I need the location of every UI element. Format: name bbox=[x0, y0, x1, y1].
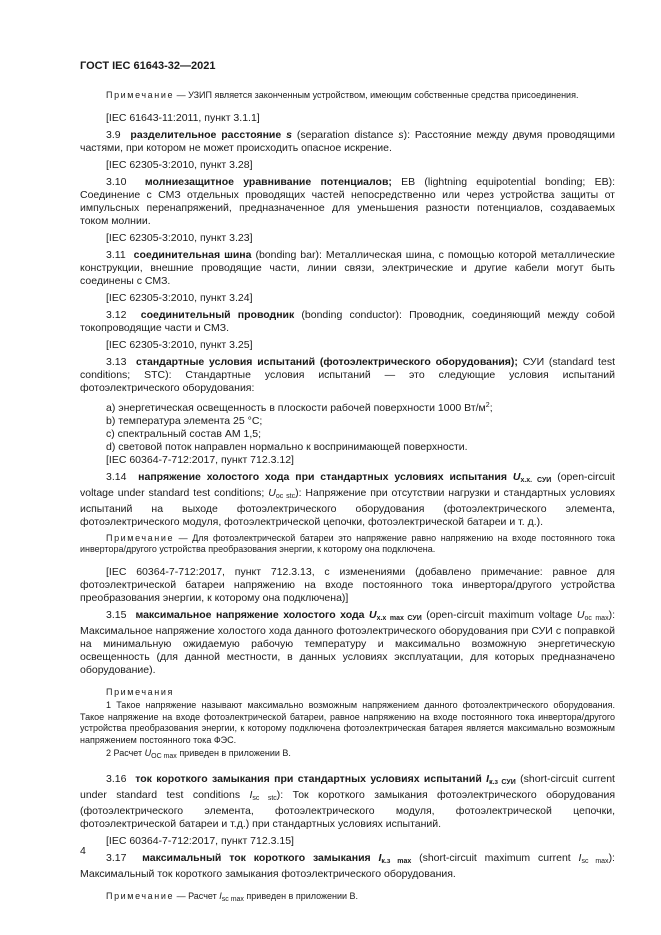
term-text-2: ): Напряжение при отсутствии нагрузки и стандартных условиях испытаний на выходе фотоэлектрического оборудования (фотоэлектрического элемента, фотоэлектрического модуля, фотоэлектрической цепочки, фотоэлектрической батареи и т. д.). bbox=[80, 486, 615, 528]
term-symbol-subscript: к.з max bbox=[381, 857, 412, 865]
term-number: 3.9 bbox=[106, 128, 121, 141]
term-text: (bonding conductor): Проводник, соединяющий между собой токопроводящие части и СМЗ. bbox=[80, 308, 615, 334]
document-header: ГОСТ IEC 61643-32—2021 bbox=[80, 60, 216, 72]
term-text: (open-circuit maximum voltage bbox=[421, 608, 577, 621]
term-text: (short-circuit maximum current bbox=[411, 851, 579, 864]
term-text-2: ): Ток короткого замыкания фотоэлектрического оборудования (фотоэлектрического элемента, фотоэлектрического модуля, фотоэлектрической цепочки, фотоэлектрической батареи и т.д.) при стандартных условиях испытаний. bbox=[80, 788, 616, 830]
term-name: максимальный ток короткого замыкания bbox=[142, 851, 371, 864]
term-3-12 bbox=[80, 309, 615, 335]
term-3-15 bbox=[80, 609, 615, 677]
term-symbol-subscript: х.х max СУИ bbox=[376, 614, 422, 622]
term-name: разделительное расстояние bbox=[130, 128, 282, 141]
note-block: Примечание — Расчет $I_{sc max}$ приведен в приложении В. bbox=[106, 890, 359, 903]
term-symbol-2-subscript: sc max bbox=[581, 857, 609, 865]
note-label: Примечание bbox=[106, 890, 175, 901]
term-number: 3.15 bbox=[106, 608, 127, 621]
term-text: (short-circuit current under standard test conditions bbox=[80, 772, 615, 801]
term-name: напряжение холостого хода при стандартных условиях испытания bbox=[138, 470, 507, 483]
term-number: 3.11 bbox=[106, 248, 126, 261]
term-name: стандартные условия испытаний (фотоэлектрического оборудования); bbox=[136, 355, 518, 368]
term-symbol-2: I bbox=[578, 851, 582, 864]
term-3-14 bbox=[80, 471, 615, 529]
term-name: соединительный проводник bbox=[140, 308, 295, 321]
term-number: 3.12 bbox=[106, 308, 127, 321]
term-symbol-2: U bbox=[268, 486, 276, 499]
term-text: (open-circuit voltage under standard test conditions; bbox=[80, 470, 615, 499]
term-3-16 bbox=[80, 773, 615, 831]
reference: [IEC 60364-7-712:2017, пункт 712.3.12] bbox=[106, 453, 294, 466]
reference: [IEC 62305-3:2010, пункт 3.23] bbox=[106, 231, 253, 244]
term-number: 3.16 bbox=[106, 772, 127, 785]
term-text: (bonding bar): Металлическая шина, с помощью которой металлические конструкции, внешние проводящие части, линии связи, электрические и другие кабели могут быть соединены с СМЗ. bbox=[80, 248, 615, 287]
note-item-1: 1 Такое напряжение называют максимально возможным напряжением данного фотоэлектрического оборудования. Такое напряжение на входе фотоэлектрической батареи, равное напряжению на входе постоянного тока инвертора/другого устройства преобразования энергии, к которому подключена фотоэлектрическая батарея является максимально возможным напряжением постоянного тока ФЭС. bbox=[80, 700, 615, 745]
term-number: 3.17 bbox=[106, 851, 127, 864]
term-symbol-subscript: х.х. СУИ bbox=[520, 476, 552, 484]
list-item: b) температура элемента 25 °С; bbox=[106, 414, 263, 427]
term-symbol-2-subscript: sc stc bbox=[252, 794, 277, 802]
term-text: (separation distance bbox=[291, 128, 399, 141]
term-symbol: I bbox=[486, 772, 490, 785]
term-name: соединительная шина bbox=[133, 248, 252, 261]
note-text: — Для фотоэлектрической батареи это напряжение равно напряжению на входе постоянного тока инвертора/другого устройства преобразования энергии, к которому она подключена. bbox=[80, 532, 615, 554]
reference: [IEC 62305-3:2010, пункт 3.25] bbox=[106, 338, 253, 351]
term-text-2: ): Максимальный ток короткого замыкания фотоэлектрического оборудования. bbox=[80, 851, 615, 880]
note-block bbox=[80, 533, 615, 556]
list-item: с) спектральный состав АМ 1,5; bbox=[106, 427, 262, 440]
term-symbol: I bbox=[378, 851, 382, 864]
term-symbol: U bbox=[512, 470, 521, 483]
list-item: d) световой поток направлен нормально к воспринимающей поверхности. bbox=[106, 440, 468, 453]
term-3-11 bbox=[80, 249, 615, 288]
term-symbol-2-subscript: ос stc bbox=[275, 492, 296, 500]
term-symbol: s bbox=[286, 128, 292, 141]
notes-heading bbox=[80, 687, 615, 699]
term-name: молниезащитное уравнивание потенциалов; bbox=[144, 175, 392, 188]
list-item: а) энергетическая освещенность в плоскости рабочей поверхности 1000 $Вт/м^2$; bbox=[106, 401, 493, 414]
term-symbol-2: s bbox=[398, 128, 404, 141]
page-number: 4 bbox=[80, 845, 86, 857]
reference: [IEC 60364-7-712:2017, пункт 712.3.13, с изменениями (добавлено примечание: равное для фотоэлектрической батареи напряжению на входе постоянного тока инвертора/другого устройства преобразования энергии, к которому она подключена)] bbox=[80, 565, 615, 604]
reference: [IEC 60364-7-712:2017, пункт 712.3.15] bbox=[106, 834, 294, 847]
document-body bbox=[80, 90, 615, 909]
term-3-10 bbox=[80, 176, 615, 228]
term-symbol-2: I bbox=[249, 788, 253, 801]
term-text-2: ): Максимальное напряжение холостого хода данного фотоэлектрического оборудования при СУИ с поправкой на минимальную ожидаемую рабочую температуру и максимально возможную энергетическую освещенность (для данной местности, в данных условиях эксплуатации, для которых предназначено оборудование). bbox=[80, 608, 615, 676]
term-name: ток короткого замыкания при стандартных условиях испытаний bbox=[135, 772, 482, 785]
note-label: Примечания bbox=[106, 686, 174, 697]
note-item-2: 2 Расчет $U_{ОС max}$ приведен в приложении В. bbox=[106, 748, 291, 760]
term-3-9 bbox=[80, 129, 615, 155]
term-symbol-2: U bbox=[576, 608, 585, 621]
term-text: СУИ (standard test conditions; STC): Стандартные условия испытаний — это следующие условия испытаний фотоэлектрического оборудования: bbox=[80, 355, 615, 394]
note-text: — УЗИП является законченным устройством, имеющим собственные средства присоединения. bbox=[174, 90, 579, 100]
note-label: Примечание bbox=[106, 532, 175, 543]
term-text: ЕВ (lightning equipotential bonding; ЕВ): Соединение с СМЗ отдельных проводящих частей непосредственно или через устройства защиты от импульсных перенапряжений, предназначенное для уменьшения разности потенциалов, создаваемых током молнии. bbox=[80, 175, 616, 227]
term-number: 3.10 bbox=[106, 175, 127, 188]
term-3-17 bbox=[80, 852, 615, 881]
term-number: 3.14 bbox=[106, 470, 127, 483]
term-symbol: U bbox=[369, 608, 377, 621]
term-symbol-subscript: к.з СУИ bbox=[489, 778, 516, 786]
term-text-2: ): Расстояние между двумя проводящими частями, при котором не может происходить опасное искрение. bbox=[80, 128, 615, 154]
term-symbol-2-subscript: ос max bbox=[584, 614, 609, 622]
term-name: максимальное напряжение холостого хода bbox=[135, 608, 365, 621]
term-number: 3.13 bbox=[106, 355, 127, 368]
reference: [IEC 62305-3:2010, пункт 3.24] bbox=[106, 291, 253, 304]
reference: [IEC 61643-11:2011, пункт 3.1.1] bbox=[106, 111, 260, 124]
reference: [IEC 62305-3:2010, пункт 3.28] bbox=[106, 158, 253, 171]
note-label: Примечание bbox=[106, 90, 175, 100]
note-block bbox=[80, 90, 615, 102]
term-3-13 bbox=[80, 356, 615, 395]
